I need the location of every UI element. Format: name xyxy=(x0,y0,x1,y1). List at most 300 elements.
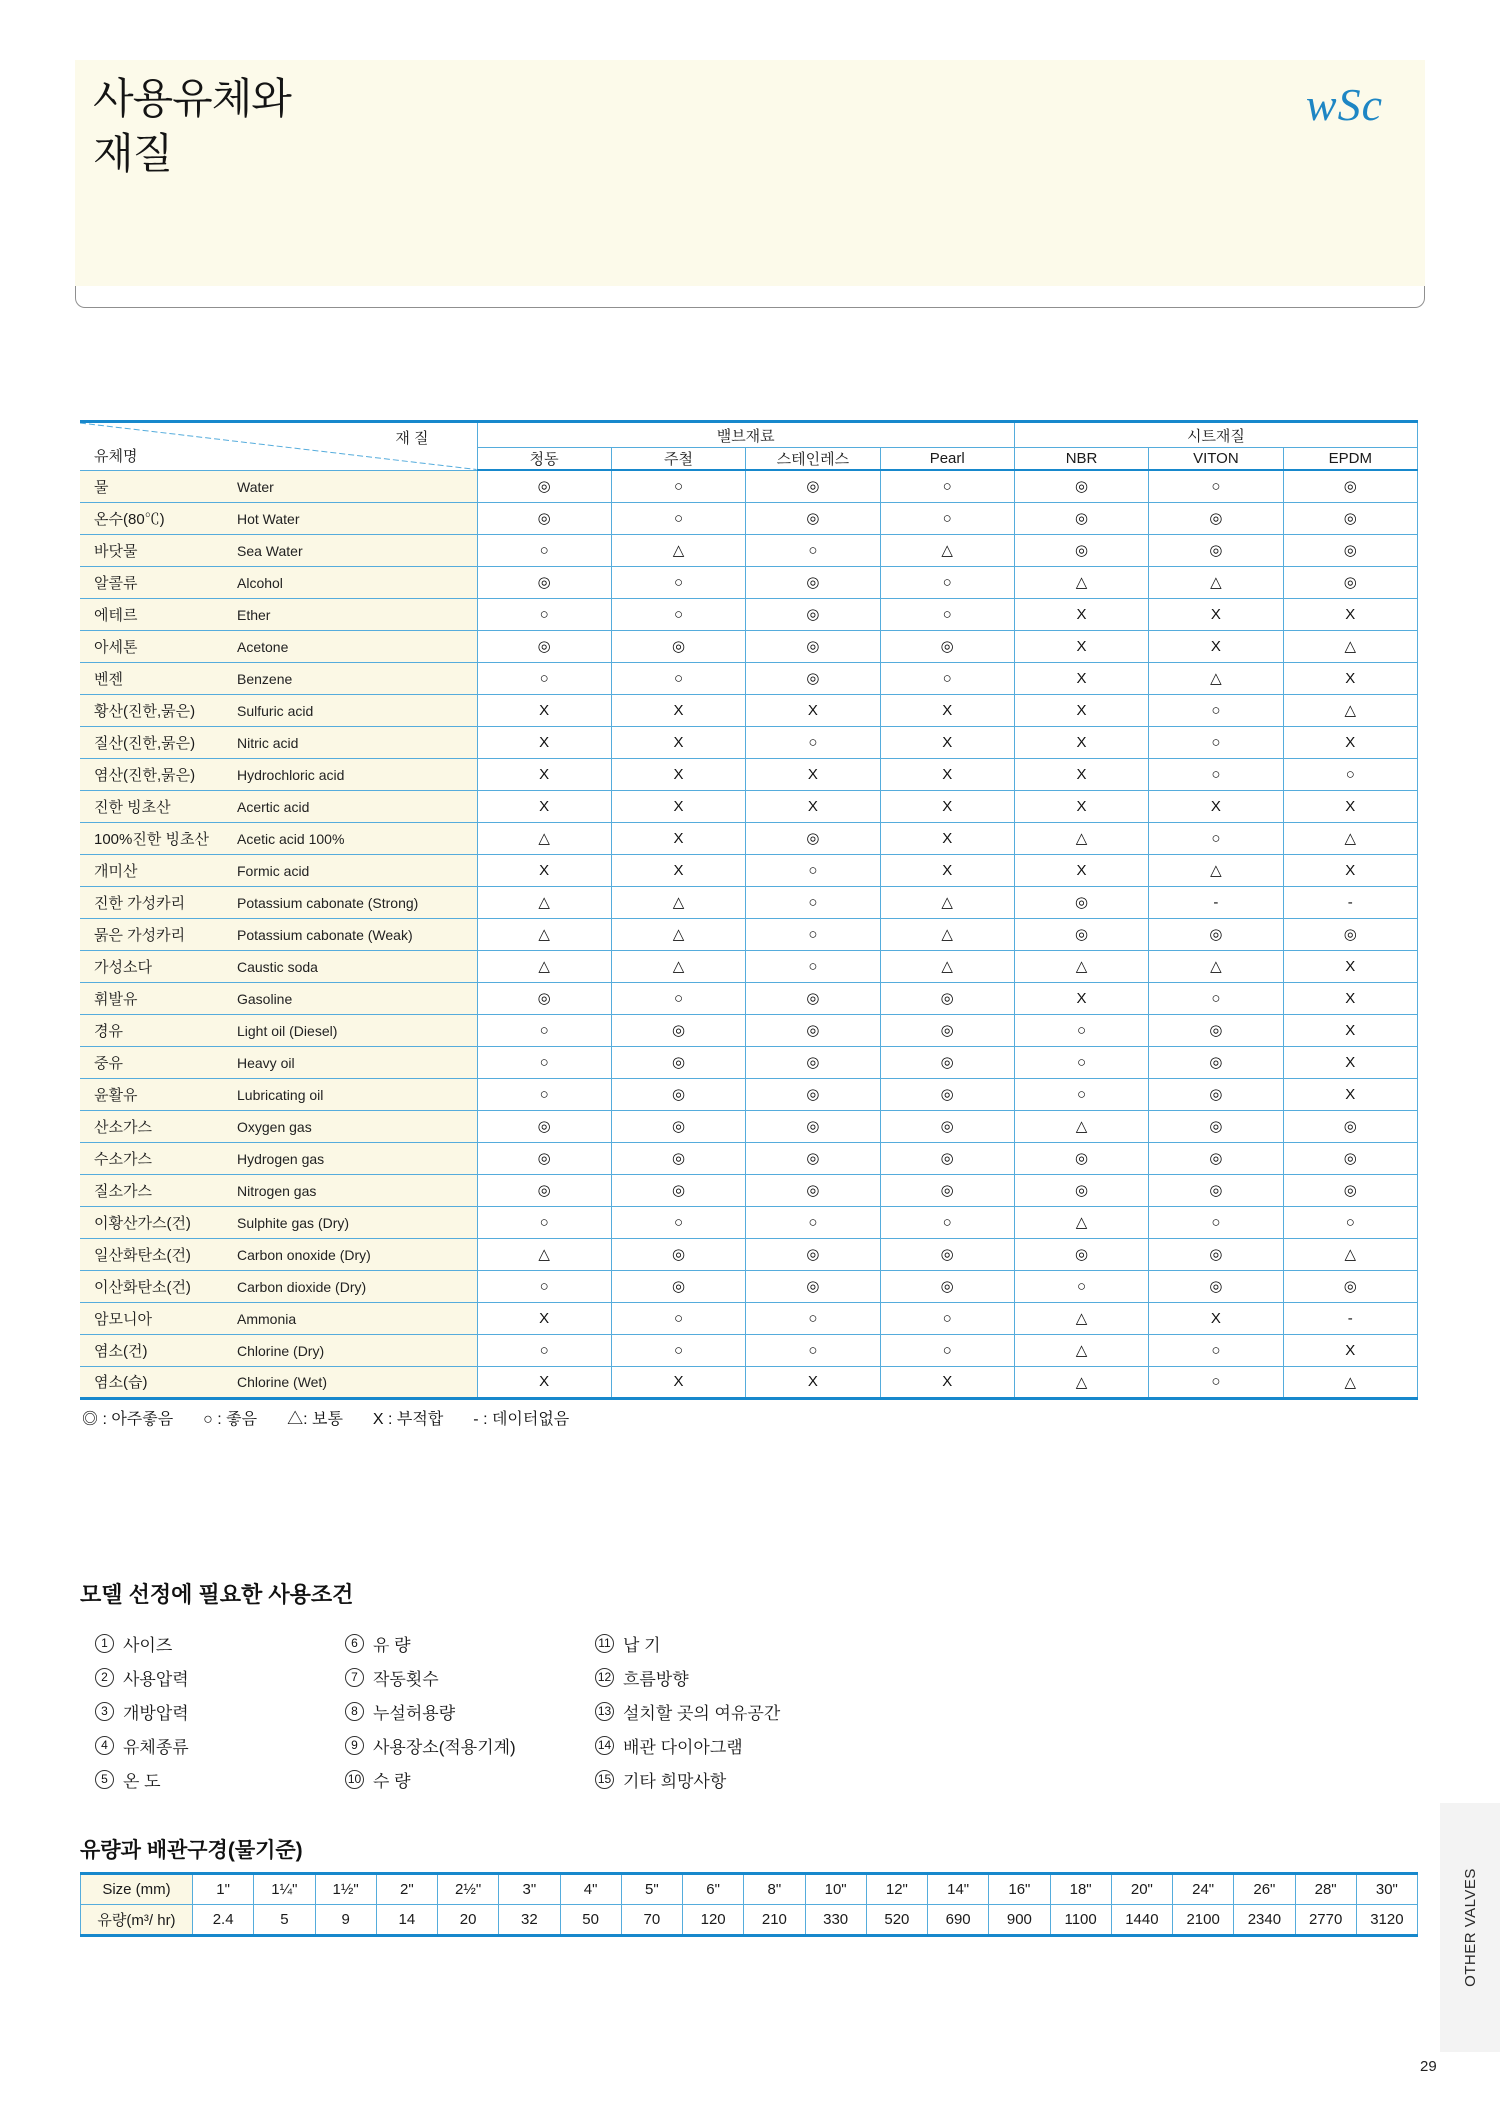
table-row xyxy=(80,1078,1418,1110)
rating-cell: X xyxy=(477,726,611,758)
rating-cell: △ xyxy=(1014,950,1148,982)
rating-cell: ◎ xyxy=(1014,886,1148,918)
table-row xyxy=(80,822,1418,854)
rating-cell: ◎ xyxy=(1283,470,1417,502)
flow-rate-cell: 520 xyxy=(866,1905,927,1936)
rating-cell: ○ xyxy=(477,1014,611,1046)
condition-label: 흐름방향 xyxy=(623,1669,689,1689)
flow-size-cell: 2" xyxy=(376,1874,437,1905)
condition-label: 개방압력 xyxy=(123,1703,189,1723)
fluid-name-english: Lubricating oil xyxy=(237,1086,324,1103)
fluid-name-english: Hydrochloric acid xyxy=(237,766,345,783)
flow-size-cell: 12" xyxy=(866,1874,927,1905)
condition-number: 8 xyxy=(345,1702,364,1721)
page-header xyxy=(75,60,1425,286)
rating-cell: ◎ xyxy=(746,1046,880,1078)
page-number: 29 xyxy=(1420,2058,1437,2075)
rating-cell: △ xyxy=(477,918,611,950)
table-row xyxy=(80,662,1418,694)
rating-cell: X xyxy=(1149,598,1283,630)
condition-item xyxy=(345,1626,595,1660)
fluid-name-english: Acetic acid 100% xyxy=(237,830,345,847)
table-row xyxy=(80,854,1418,886)
fluid-name-korean: 묽은 가성카리 xyxy=(94,926,186,944)
rating-cell: ○ xyxy=(1283,1206,1417,1238)
fluid-name-cell xyxy=(80,1014,477,1046)
flow-rate-cell: 2.4 xyxy=(193,1905,254,1936)
rating-cell: ○ xyxy=(611,470,745,502)
rating-cell: ◎ xyxy=(1283,1270,1417,1302)
rating-cell: X xyxy=(880,694,1014,726)
rating-cell: X xyxy=(746,694,880,726)
rating-cell: ◎ xyxy=(1149,1238,1283,1270)
fluid-name-cell xyxy=(80,950,477,982)
flow-rate-cell: 210 xyxy=(744,1905,805,1936)
rating-cell: ◎ xyxy=(1283,566,1417,598)
flow-rate-table xyxy=(80,1872,1418,1937)
rating-cell: ◎ xyxy=(746,1270,880,1302)
rating-cell: X xyxy=(1014,726,1148,758)
rating-cell: ○ xyxy=(477,1270,611,1302)
table-row xyxy=(80,758,1418,790)
condition-item xyxy=(345,1660,595,1694)
fluid-name-cell xyxy=(80,886,477,918)
side-tab xyxy=(1440,1803,1500,2052)
fluid-name-korean: 에테르 xyxy=(94,606,138,624)
fluid-name-korean: 질산(진한,묽은) xyxy=(94,734,196,752)
fluid-name-korean: 중유 xyxy=(94,1054,123,1072)
table-row xyxy=(80,1142,1418,1174)
condition-item xyxy=(595,1660,780,1694)
page-title-line2: 재질 xyxy=(93,129,173,177)
rating-cell: △ xyxy=(1014,1206,1148,1238)
rating-cell: ◎ xyxy=(1149,1142,1283,1174)
col-header-pearl: Pearl xyxy=(880,448,1014,471)
fluid-name-english: Hydrogen gas xyxy=(237,1150,325,1167)
rating-cell: X xyxy=(880,822,1014,854)
fluid-name-english: Light oil (Diesel) xyxy=(237,1022,338,1039)
flow-size-cell: 1½" xyxy=(315,1874,376,1905)
rating-cell: X xyxy=(1283,726,1417,758)
rating-cell: ◎ xyxy=(1149,1078,1283,1110)
rating-cell: ◎ xyxy=(746,1078,880,1110)
table-row xyxy=(80,1206,1418,1238)
condition-label: 설치할 곳의 여유공간 xyxy=(623,1703,781,1723)
rating-cell: ◎ xyxy=(1283,1110,1417,1142)
rating-cell: ○ xyxy=(477,1046,611,1078)
rating-cell: ◎ xyxy=(880,982,1014,1014)
rating-cell: △ xyxy=(477,886,611,918)
flow-size-cell: 6" xyxy=(683,1874,744,1905)
fluid-name-english: Potassium cabonate (Weak) xyxy=(237,926,413,943)
flow-size-cell: 14" xyxy=(928,1874,989,1905)
rating-cell: ○ xyxy=(880,502,1014,534)
rating-cell: △ xyxy=(1014,1302,1148,1334)
condition-label: 작동횟수 xyxy=(373,1669,439,1689)
rating-cell: ◎ xyxy=(746,1110,880,1142)
col-header-cast-iron: 주철 xyxy=(611,448,745,471)
condition-item xyxy=(95,1660,345,1694)
flow-rate-label: 유량(m³/ hr) xyxy=(81,1905,193,1936)
flow-size-cell: 26" xyxy=(1234,1874,1295,1905)
fluid-name-cell xyxy=(80,1046,477,1078)
legend-item-excellent: ◎ : 아주좋음 xyxy=(82,1411,174,1428)
rating-cell: ○ xyxy=(1149,1334,1283,1366)
fluid-name-korean: 염소(건) xyxy=(94,1342,148,1360)
rating-cell: ○ xyxy=(1014,1014,1148,1046)
fluid-name-korean: 온수(80℃) xyxy=(94,510,165,528)
rating-cell: ○ xyxy=(477,1206,611,1238)
rating-cell: ◎ xyxy=(880,1238,1014,1270)
fluid-name-cell xyxy=(80,982,477,1014)
rating-cell: ◎ xyxy=(1149,534,1283,566)
condition-item xyxy=(595,1694,780,1728)
condition-label: 기타 희망사항 xyxy=(623,1771,727,1791)
rating-cell: X xyxy=(477,694,611,726)
side-tab-label: OTHER VALVES xyxy=(1461,1868,1479,1987)
rating-cell: ○ xyxy=(746,854,880,886)
condition-item xyxy=(595,1728,780,1762)
flow-size-cell: 5" xyxy=(621,1874,682,1905)
legend-item-fair: △: 보통 xyxy=(287,1411,343,1428)
rating-cell: ◎ xyxy=(746,822,880,854)
rating-cell: △ xyxy=(477,1238,611,1270)
rating-cell: X xyxy=(1283,854,1417,886)
fluid-name-korean: 개미산 xyxy=(94,862,138,880)
rating-cell: X xyxy=(1283,1046,1417,1078)
fluid-name-cell xyxy=(80,1110,477,1142)
fluid-name-korean: 일산화탄소(건) xyxy=(94,1246,191,1264)
rating-cell: - xyxy=(1149,886,1283,918)
rating-cell: X xyxy=(1014,854,1148,886)
rating-cell: ○ xyxy=(477,598,611,630)
rating-cell: △ xyxy=(1014,1366,1148,1398)
table-row xyxy=(80,918,1418,950)
rating-cell: △ xyxy=(611,534,745,566)
fluid-name-korean: 질소가스 xyxy=(94,1182,152,1200)
condition-item xyxy=(595,1762,780,1796)
rating-cell: ○ xyxy=(1014,1270,1148,1302)
fluid-name-korean: 벤젠 xyxy=(94,670,123,688)
rating-cell: ○ xyxy=(1149,470,1283,502)
rating-cell: ◎ xyxy=(746,630,880,662)
rating-cell: ◎ xyxy=(880,1270,1014,1302)
flow-size-cell: 28" xyxy=(1295,1874,1356,1905)
fluid-name-english: Ether xyxy=(237,606,271,623)
condition-item xyxy=(95,1728,345,1762)
rating-cell: ◎ xyxy=(611,1238,745,1270)
condition-item xyxy=(595,1626,780,1660)
rating-cell: ◎ xyxy=(1014,1238,1148,1270)
fluid-name-cell xyxy=(80,694,477,726)
rating-cell: ◎ xyxy=(1014,1174,1148,1206)
fluid-name-english: Acetone xyxy=(237,638,289,655)
rating-cell: ○ xyxy=(746,1302,880,1334)
rating-cell: ◎ xyxy=(1149,1110,1283,1142)
fluid-name-korean: 아세톤 xyxy=(94,638,138,656)
table-row xyxy=(80,1238,1418,1270)
rating-cell: X xyxy=(1283,662,1417,694)
rating-cell: △ xyxy=(1014,566,1148,598)
condition-number: 5 xyxy=(95,1770,114,1789)
rating-cell: ○ xyxy=(746,886,880,918)
fluid-name-cell xyxy=(80,790,477,822)
condition-item xyxy=(95,1694,345,1728)
fluid-name-cell xyxy=(80,1206,477,1238)
rating-cell: △ xyxy=(880,950,1014,982)
rating-cell: ◎ xyxy=(1149,1270,1283,1302)
flow-size-cell: 20" xyxy=(1111,1874,1172,1905)
rating-cell: ○ xyxy=(477,1078,611,1110)
table-row xyxy=(80,1110,1418,1142)
flow-size-cell: 1" xyxy=(193,1874,254,1905)
fluid-name-english: Sulphite gas (Dry) xyxy=(237,1214,350,1231)
fluid-name-english: Benzene xyxy=(237,670,293,687)
rating-cell: X xyxy=(880,726,1014,758)
condition-number: 14 xyxy=(595,1736,614,1755)
fluid-name-cell xyxy=(80,566,477,598)
flow-size-cell: 2½" xyxy=(438,1874,499,1905)
flow-size-cell: 3" xyxy=(499,1874,560,1905)
table-row xyxy=(80,1014,1418,1046)
compat-table-body xyxy=(80,470,1418,1398)
rating-cell: ○ xyxy=(880,598,1014,630)
rating-cell: ○ xyxy=(477,1334,611,1366)
rating-cell: X xyxy=(611,854,745,886)
fluid-name-english: Heavy oil xyxy=(237,1054,295,1071)
rating-cell: ◎ xyxy=(1149,502,1283,534)
condition-number: 10 xyxy=(345,1770,364,1789)
legend-item-nodata: - : 데이터없음 xyxy=(473,1411,570,1428)
fluid-name-cell xyxy=(80,470,477,502)
condition-item xyxy=(345,1728,595,1762)
col-header-nbr: NBR xyxy=(1014,448,1148,471)
rating-cell: ○ xyxy=(1149,726,1283,758)
fluid-name-korean: 암모니아 xyxy=(94,1310,152,1328)
fluid-name-cell xyxy=(80,1142,477,1174)
condition-label: 수 량 xyxy=(373,1771,411,1791)
flow-size-row xyxy=(81,1874,1418,1905)
rating-cell: X xyxy=(746,758,880,790)
fluid-name-english: Formic acid xyxy=(237,862,310,879)
flow-rate-cell: 120 xyxy=(683,1905,744,1936)
fluid-name-korean: 이산화탄소(건) xyxy=(94,1278,191,1296)
fluid-name-korean: 가성소다 xyxy=(94,958,152,976)
rating-cell: ○ xyxy=(746,1206,880,1238)
table-row xyxy=(80,726,1418,758)
rating-cell: X xyxy=(1014,758,1148,790)
fluid-name-cell xyxy=(80,502,477,534)
rating-cell: ◎ xyxy=(746,470,880,502)
rating-cell: ○ xyxy=(1149,694,1283,726)
rating-cell: X xyxy=(611,758,745,790)
rating-cell: X xyxy=(611,694,745,726)
rating-cell: ◎ xyxy=(880,1078,1014,1110)
rating-cell: △ xyxy=(1283,1238,1417,1270)
rating-cell: ○ xyxy=(880,1302,1014,1334)
rating-cell: △ xyxy=(1283,630,1417,662)
group-seat-material: 시트재질 xyxy=(1014,422,1417,448)
legend-item-unsuitable: X : 부적합 xyxy=(372,1411,444,1428)
table-row xyxy=(80,1366,1418,1398)
rating-cell: ◎ xyxy=(477,630,611,662)
corner-cell xyxy=(80,422,477,471)
fluid-name-cell xyxy=(80,1302,477,1334)
condition-item xyxy=(95,1626,345,1660)
flow-rate-cell: 9 xyxy=(315,1905,376,1936)
fluid-name-english: Chlorine (Wet) xyxy=(237,1374,327,1390)
rating-legend xyxy=(82,1406,569,1429)
rating-cell: △ xyxy=(1014,1334,1148,1366)
wsc-logo: wSc xyxy=(1305,79,1383,130)
table-row xyxy=(80,470,1418,502)
rating-cell: X xyxy=(1283,1014,1417,1046)
fluid-name-cell xyxy=(80,854,477,886)
fluid-name-english: Alcohol xyxy=(237,574,283,591)
rating-cell: △ xyxy=(1014,822,1148,854)
rating-cell: ◎ xyxy=(746,662,880,694)
fluid-name-korean: 염소(습) xyxy=(94,1374,148,1391)
rating-cell: ○ xyxy=(880,662,1014,694)
flow-size-cell: 24" xyxy=(1173,1874,1234,1905)
rating-cell: ◎ xyxy=(611,630,745,662)
rating-cell: ◎ xyxy=(611,1270,745,1302)
rating-cell: ○ xyxy=(880,470,1014,502)
col-header-viton: VITON xyxy=(1149,448,1283,471)
fluid-name-cell xyxy=(80,630,477,662)
rating-cell: ◎ xyxy=(746,566,880,598)
rating-cell: X xyxy=(611,726,745,758)
flow-rate-cell: 70 xyxy=(621,1905,682,1936)
condition-number: 7 xyxy=(345,1668,364,1687)
rating-cell: ○ xyxy=(746,950,880,982)
rating-cell: ◎ xyxy=(1014,918,1148,950)
rating-cell: ○ xyxy=(611,1302,745,1334)
fluid-name-english: Carbon dioxide (Dry) xyxy=(237,1278,367,1295)
rating-cell: ◎ xyxy=(611,1174,745,1206)
rating-cell: ◎ xyxy=(1283,1142,1417,1174)
table-row xyxy=(80,630,1418,662)
fluid-name-cell xyxy=(80,662,477,694)
rating-cell: ○ xyxy=(880,1206,1014,1238)
rating-cell: ◎ xyxy=(477,470,611,502)
rating-cell: X xyxy=(477,790,611,822)
fluid-name-cell xyxy=(80,534,477,566)
flow-rate-cell: 32 xyxy=(499,1905,560,1936)
table-row xyxy=(80,1174,1418,1206)
rating-cell: △ xyxy=(611,950,745,982)
fluid-name-korean: 휘발유 xyxy=(94,990,138,1008)
rating-cell: ◎ xyxy=(477,566,611,598)
condition-number: 13 xyxy=(595,1702,614,1721)
rating-cell: ◎ xyxy=(611,1014,745,1046)
rating-cell: X xyxy=(880,758,1014,790)
rating-cell: X xyxy=(1283,1078,1417,1110)
conditions-list xyxy=(95,1626,780,1796)
rating-cell: ○ xyxy=(1149,1366,1283,1398)
rating-cell: X xyxy=(611,822,745,854)
rating-cell: ○ xyxy=(746,918,880,950)
legend-item-good: ○ : 좋음 xyxy=(203,1411,258,1428)
rating-cell: ◎ xyxy=(880,630,1014,662)
rating-cell: △ xyxy=(611,918,745,950)
condition-item xyxy=(345,1762,595,1796)
rating-cell: ○ xyxy=(880,566,1014,598)
rating-cell: - xyxy=(1283,886,1417,918)
fluid-name-korean: 진한 빙초산 xyxy=(94,798,171,816)
condition-number: 2 xyxy=(95,1668,114,1687)
rating-cell: ◎ xyxy=(611,1046,745,1078)
fluid-name-english: Hot Water xyxy=(237,510,300,527)
rating-cell: △ xyxy=(1283,1366,1417,1398)
rating-cell: X xyxy=(746,1366,880,1398)
fluid-name-korean: 윤활유 xyxy=(94,1086,138,1104)
fluid-name-korean: 경유 xyxy=(94,1022,123,1040)
rating-cell: X xyxy=(477,854,611,886)
rating-cell: ◎ xyxy=(880,1110,1014,1142)
rating-cell: X xyxy=(477,1366,611,1398)
fluid-name-english: Ammonia xyxy=(237,1310,297,1327)
rating-cell: ◎ xyxy=(477,1142,611,1174)
rating-cell: ○ xyxy=(880,1334,1014,1366)
rating-cell: X xyxy=(1283,950,1417,982)
rating-cell: X xyxy=(746,790,880,822)
rating-cell: ○ xyxy=(1014,1046,1148,1078)
rating-cell: ○ xyxy=(1149,822,1283,854)
condition-label: 배관 다이아그램 xyxy=(623,1737,743,1757)
fluid-name-english: Oxygen gas xyxy=(237,1118,312,1135)
flow-table-heading: 유량과 배관구경(물기준) xyxy=(80,1839,303,1862)
rating-cell: ◎ xyxy=(477,1174,611,1206)
fluid-name-cell xyxy=(80,1334,477,1366)
rating-cell: X xyxy=(611,1366,745,1398)
fluid-name-korean: 100%진한 빙초산 xyxy=(94,830,209,848)
condition-number: 3 xyxy=(95,1702,114,1721)
flow-size-cell: 16" xyxy=(989,1874,1050,1905)
rating-cell: ◎ xyxy=(1149,1046,1283,1078)
rating-cell: X xyxy=(477,758,611,790)
rating-cell: ◎ xyxy=(1014,502,1148,534)
fluid-name-cell xyxy=(80,1078,477,1110)
rating-cell: ○ xyxy=(611,1334,745,1366)
flow-size-cell: 18" xyxy=(1050,1874,1111,1905)
rating-cell: X xyxy=(1014,982,1148,1014)
page-title xyxy=(93,72,291,181)
rating-cell: ○ xyxy=(611,502,745,534)
flow-size-label: Size (mm) xyxy=(81,1874,193,1905)
rating-cell: ◎ xyxy=(880,1014,1014,1046)
flow-rate-cell: 20 xyxy=(438,1905,499,1936)
rating-cell: ○ xyxy=(746,726,880,758)
flow-size-cell: 8" xyxy=(744,1874,805,1905)
flow-rate-cell: 1440 xyxy=(1111,1905,1172,1936)
rating-cell: X xyxy=(1014,790,1148,822)
fluid-name-english: Nitric acid xyxy=(237,734,299,751)
condition-label: 사이즈 xyxy=(123,1635,173,1655)
flow-size-cell: 30" xyxy=(1356,1874,1417,1905)
flow-rate-cell: 3120 xyxy=(1356,1905,1417,1936)
fluid-name-cell xyxy=(80,1366,477,1398)
fluid-name-cell xyxy=(80,822,477,854)
rating-cell: ○ xyxy=(611,662,745,694)
table-row xyxy=(80,1046,1418,1078)
flow-table-body xyxy=(81,1874,1418,1936)
table-row xyxy=(80,566,1418,598)
header-bracket xyxy=(75,286,1425,308)
rating-cell: ○ xyxy=(1014,1078,1148,1110)
rating-cell: ◎ xyxy=(746,1142,880,1174)
rating-cell: ◎ xyxy=(477,1110,611,1142)
